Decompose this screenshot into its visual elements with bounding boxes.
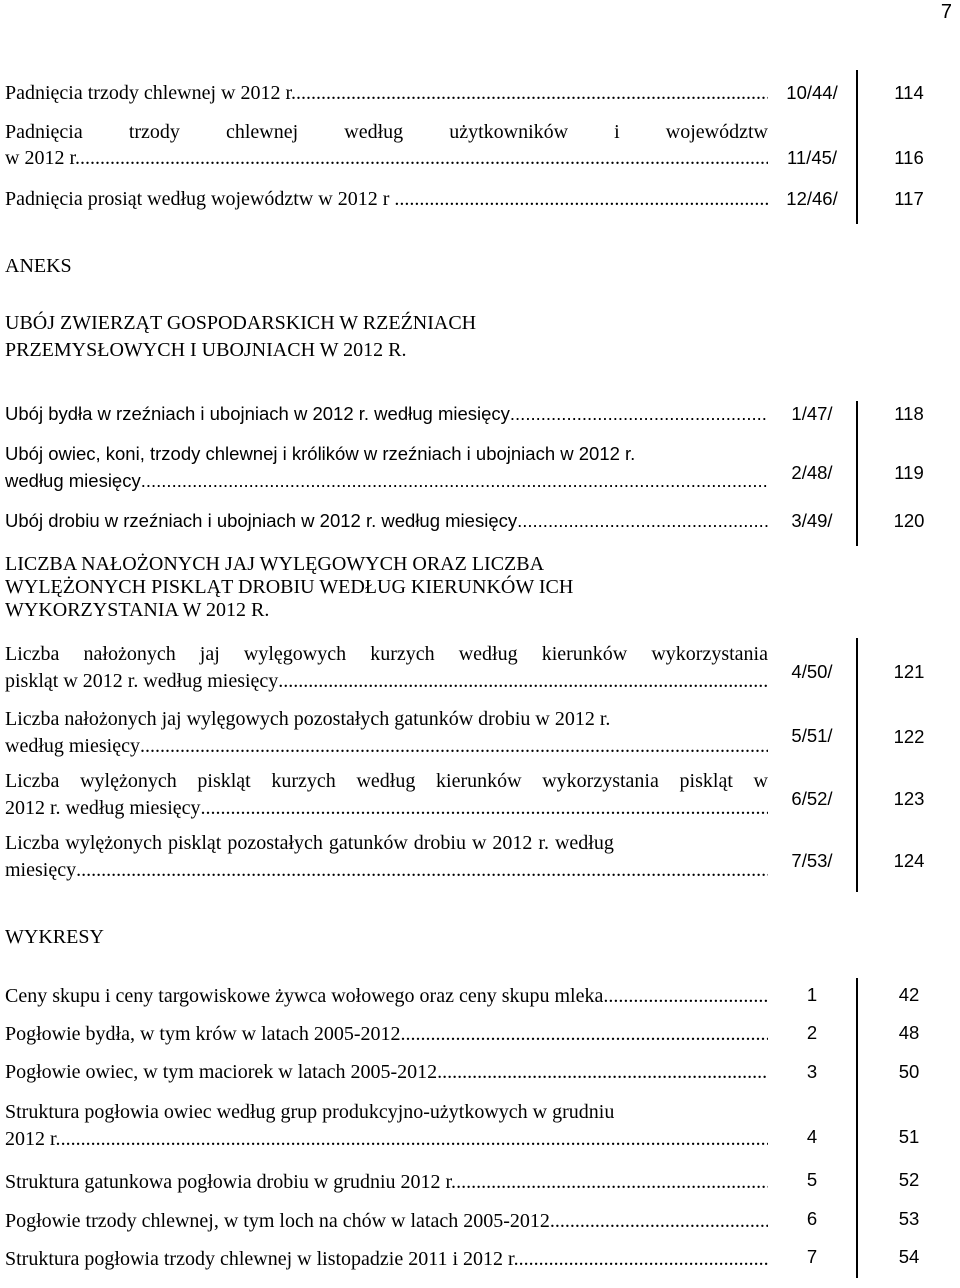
chart-number: 1 — [806, 984, 818, 1005]
leader-dots — [76, 857, 768, 883]
toc-entry-text: Struktura gatunkowa pogłowia drobiu w grudniu 2012 r. — [5, 1171, 457, 1193]
leader-dots — [519, 1246, 768, 1272]
toc-entry-cattle-slaughter[interactable] — [5, 401, 768, 427]
aneks-title: ANEKS — [5, 255, 72, 277]
toc-entry-text: Ceny skupu i ceny targowiskowe żywca wołowego oraz ceny skupu mleka — [5, 985, 604, 1007]
toc-chart-entry-6[interactable] — [5, 1208, 768, 1234]
page-ref: 120 — [893, 510, 925, 531]
table-number: 6/52/ — [791, 788, 833, 809]
section-heading-eggs-line2: WYLĘŻONYCH PISKLĄT DROBIU WEDŁUG KIERUNKÓW ICH — [5, 576, 574, 598]
page-ref: 124 — [893, 850, 925, 871]
leader-dots — [399, 186, 768, 212]
toc-entry-text: Pogłowie trzody chlewnej, w tym loch na chów w latach 2005-2012 — [5, 1210, 550, 1232]
leader-dots — [296, 80, 768, 106]
chart-number: 2 — [806, 1022, 818, 1043]
page-ref: 119 — [894, 462, 924, 483]
wykresy-title: WYKRESY — [5, 926, 104, 948]
toc-entry-sheep-slaughter[interactable] — [5, 468, 768, 494]
toc-entry-chicken-hatched[interactable] — [5, 795, 768, 821]
toc-entry-text: Padnięcia prosiąt według województw w 2012 r . — [5, 188, 400, 210]
toc-entry-text: według miesięcy — [5, 470, 141, 491]
leader-dots — [510, 401, 768, 427]
toc-chart-entry-2[interactable] — [5, 1021, 768, 1047]
chart-number: 7 — [806, 1246, 818, 1267]
page-ref: 42 — [898, 984, 920, 1005]
toc-entry-line: Struktura pogłowia owiec według grup produkcyjno-użytkowych w grudniu — [5, 1101, 615, 1123]
leader-dots — [603, 983, 768, 1009]
leader-dots — [201, 795, 768, 821]
section-heading-slaughter-line2: PRZEMYSŁOWYCH I UBOJNIACH W 2012 R. — [5, 339, 407, 361]
table-number: 1/47/ — [791, 403, 833, 424]
toc-entry-text: Struktura pogłowia trzody chlewnej w listopadzie 2011 i 2012 r. — [5, 1248, 519, 1270]
toc-chart-entry-5[interactable] — [5, 1169, 768, 1195]
leader-dots — [141, 468, 768, 494]
toc-entry-other-eggs-set[interactable] — [5, 733, 768, 759]
table-number: 5/51/ — [791, 725, 833, 746]
toc-chart-entry-1[interactable] — [5, 983, 768, 1009]
toc-entry-text: Ubój drobiu w rzeźniach i ubojniach w 2012 r. według miesięcy — [5, 510, 518, 531]
chart-number: 5 — [806, 1169, 818, 1190]
toc-chart-entry-3[interactable] — [5, 1059, 768, 1085]
page-ref: 116 — [894, 147, 924, 168]
table-number: 10/44/ — [786, 82, 838, 103]
section-heading-slaughter-line1: UBÓJ ZWIERZĄT GOSPODARSKICH W RZEŹNIACH — [5, 312, 477, 334]
table-number: 7/53/ — [791, 850, 833, 871]
toc-entry-text: według miesięcy — [5, 735, 140, 757]
column-divider — [856, 401, 858, 546]
table-number: 11/45/ — [786, 147, 838, 168]
leader-dots — [456, 1169, 768, 1195]
column-divider — [856, 638, 858, 892]
leader-dots — [517, 508, 768, 534]
toc-entry-text: 2012 r. — [5, 1128, 61, 1150]
page-number: 7 — [940, 1, 952, 23]
toc-entry-line: Liczba nałożonych jaj wylęgowych pozostałych gatunków drobiu w 2012 r. — [5, 708, 611, 730]
chart-number: 6 — [806, 1208, 818, 1229]
leader-dots — [401, 1021, 769, 1047]
toc-entry-pigs-deaths-by-user[interactable] — [5, 145, 768, 171]
chart-number: 4 — [806, 1126, 818, 1147]
page-ref: 123 — [893, 788, 925, 809]
toc-entry-piglets-deaths[interactable] — [5, 186, 768, 212]
toc-entry-pigs-deaths[interactable] — [5, 80, 768, 106]
toc-entry-line: Liczba wylężonych piskląt pozostałych gatunków drobiu w 2012 r. według — [5, 832, 614, 854]
leader-dots — [437, 1059, 768, 1085]
toc-entry-line: Liczba nałożonych jaj wylęgowych kurzych według kierunków wykorzystania — [5, 643, 768, 665]
leader-dots — [61, 1126, 768, 1152]
toc-entry-line: Padnięcia trzody chlewnej według użytkowników i województw — [5, 121, 768, 143]
leader-dots — [80, 145, 768, 171]
page-ref: 53 — [898, 1208, 920, 1229]
toc-entry-text: Ubój bydła w rzeźniach i ubojniach w 2012 r. według miesięcy — [5, 403, 510, 424]
leader-dots — [550, 1208, 768, 1234]
section-heading-eggs-line3: WYKORZYSTANIA W 2012 R. — [5, 599, 270, 621]
column-divider — [856, 70, 858, 224]
page-ref: 54 — [898, 1246, 920, 1267]
toc-entry-line: Ubój owiec, koni, trzody chlewnej i królików w rzeźniach i ubojniach w 2012 r. — [5, 443, 636, 464]
toc-entry-other-hatched[interactable] — [5, 857, 768, 883]
toc-entry-chicken-eggs-set[interactable] — [5, 668, 768, 694]
page-ref: 114 — [894, 82, 924, 103]
table-number: 4/50/ — [791, 661, 833, 682]
page-ref: 48 — [898, 1022, 920, 1043]
page-ref: 121 — [893, 661, 925, 682]
toc-entry-text: Padnięcia trzody chlewnej w 2012 r. — [5, 82, 297, 104]
column-divider — [856, 978, 858, 1278]
page-ref: 50 — [898, 1061, 920, 1082]
table-number: 2/48/ — [791, 462, 833, 483]
toc-entry-line: Liczba wylężonych piskląt kurzych według kierunków wykorzystania piskląt w — [5, 770, 768, 792]
toc-entry-text: Pogłowie bydła, w tym krów w latach 2005-2012 — [5, 1023, 401, 1045]
toc-entry-text: Pogłowie owiec, w tym maciorek w latach 2005-2012 — [5, 1061, 438, 1083]
leader-dots — [140, 733, 768, 759]
page-ref: 118 — [894, 403, 924, 424]
page-ref: 51 — [898, 1126, 920, 1147]
section-heading-eggs-line1: LICZBA NAŁOŻONYCH JAJ WYLĘGOWYCH ORAZ LICZBA — [5, 553, 545, 575]
table-number: 3/49/ — [791, 510, 833, 531]
page-ref: 122 — [893, 726, 925, 747]
page-ref: 117 — [894, 188, 924, 209]
toc-entry-text: miesięcy — [5, 859, 77, 881]
leader-dots — [278, 668, 768, 694]
toc-chart-entry-4[interactable] — [5, 1126, 768, 1152]
chart-number: 3 — [806, 1061, 818, 1082]
table-number: 12/46/ — [786, 188, 838, 209]
toc-entry-poultry-slaughter[interactable] — [5, 508, 768, 534]
toc-entry-text: w 2012 r. — [5, 147, 80, 169]
toc-chart-entry-7[interactable] — [5, 1246, 768, 1272]
toc-entry-text: piskląt w 2012 r. według miesięcy — [5, 670, 279, 692]
toc-entry-text: 2012 r. według miesięcy — [5, 797, 201, 819]
page-ref: 52 — [898, 1169, 920, 1190]
